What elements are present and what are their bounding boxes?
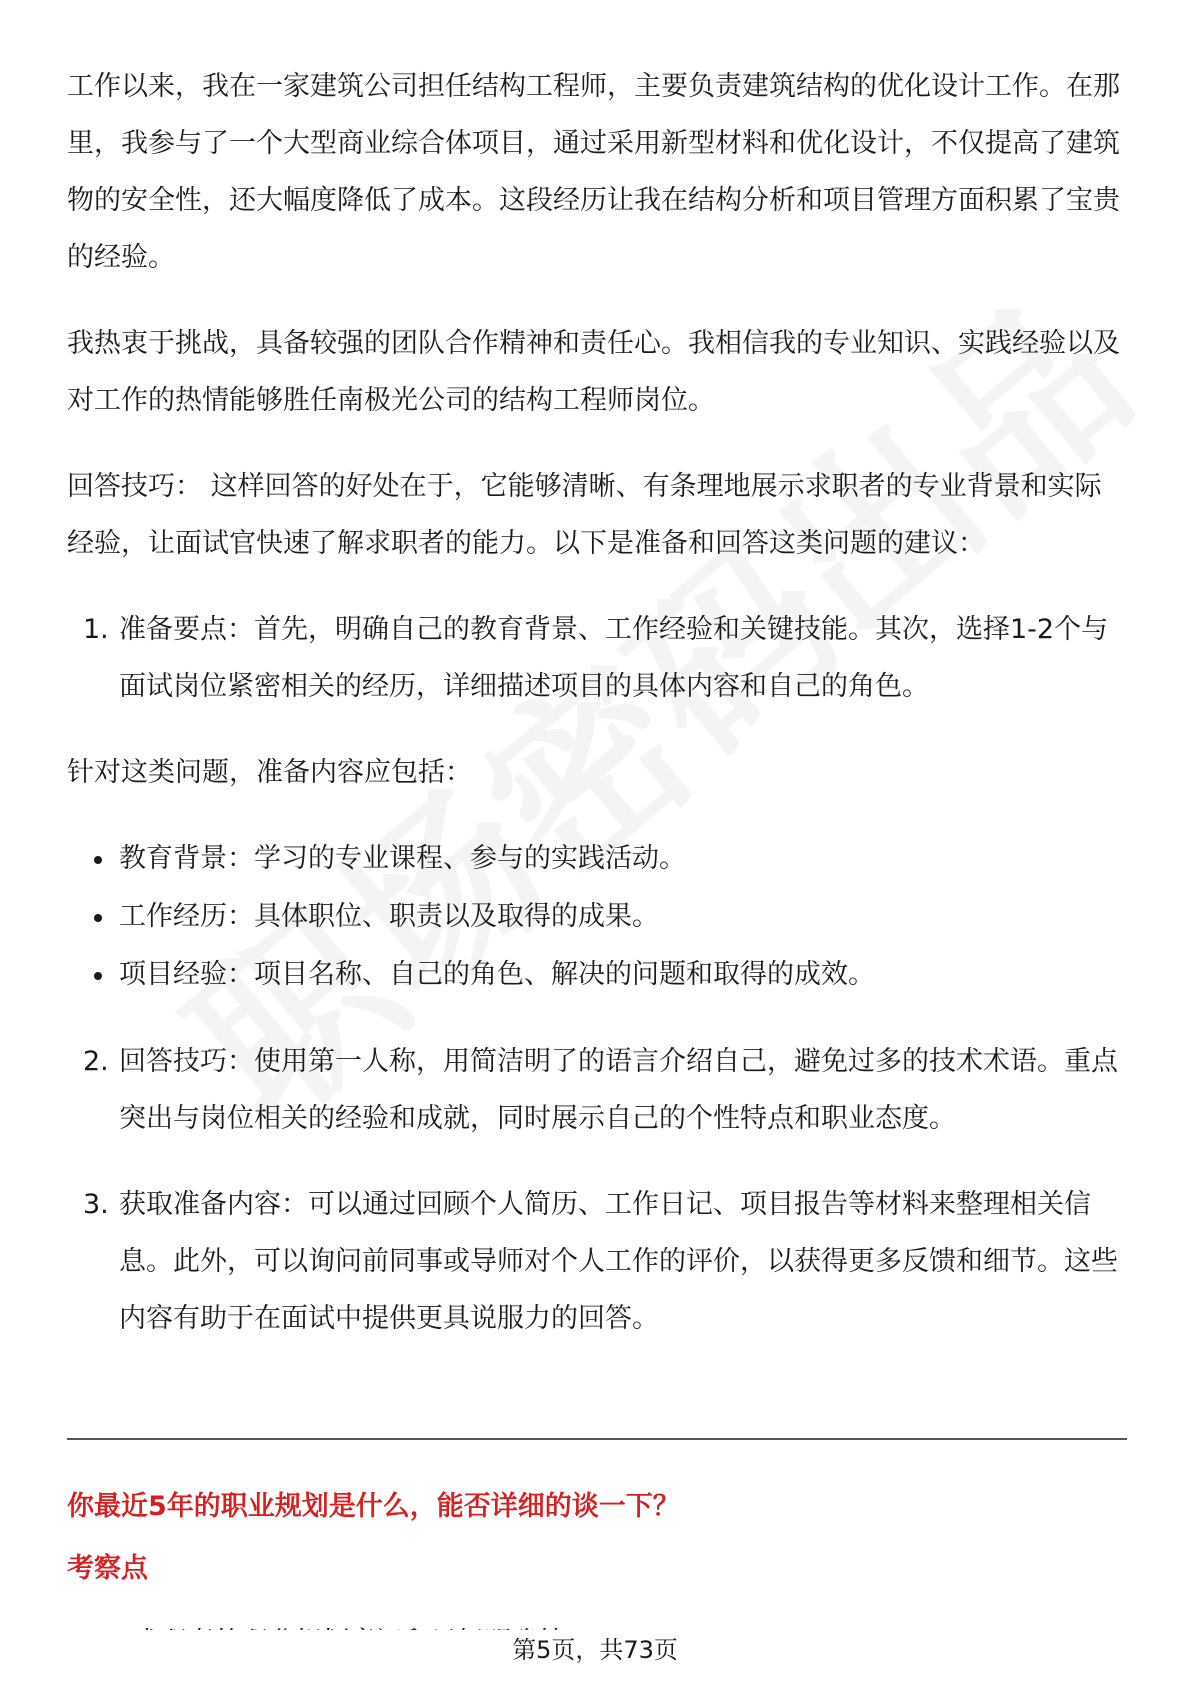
section-divider <box>67 1438 1127 1440</box>
bullet-item <box>67 888 1127 946</box>
list-item <box>67 601 1127 715</box>
bullet-text: 项目经验：项目名称、自己的角色、解决的问题和取得的成效。 <box>119 959 875 990</box>
list-item-text: 获取准备内容：可以通过回顾个人简历、工作日记、项目报告等材料来整理相关信息。此外，可以询问前同事或导师对个人工作的评价，以获得更多反馈和细节。这些内容有助于在面试中提供更具说服力的回答。 <box>119 1189 1118 1334</box>
bullet-list <box>67 830 1127 1004</box>
list-item <box>67 1033 1127 1147</box>
paragraph-work-experience: 工作以来，我在一家建筑公司担任结构工程师，主要负责建筑结构的优化设计工作。在那里，我参与了一个大型商业综合体项目，通过采用新型材料和优化设计，不仅提高了建筑物的安全性，还大幅度降低了成本。这段经历让我在结构分析和项目管理方面积累了宝贵的经验。 <box>67 71 1120 273</box>
paragraph-motivation: 我热衷于挑战，具备较强的团队合作精神和责任心。我相信我的专业知识、实践经验以及对工作的热情能够胜任南极光公司的结构工程师岗位。 <box>67 328 1120 416</box>
bullet-item <box>67 830 1127 888</box>
paragraph-preparation: 针对这类问题，准备内容应包括： <box>67 757 472 788</box>
list-item-number: 3. <box>83 1189 109 1220</box>
paragraph-answer-tips: 回答技巧： 这样回答的好处在于，它能够清晰、有条理地展示求职者的专业背景和实际经验，让面试官快速了解求职者的能力。以下是准备和回答这类问题的建议： <box>67 471 1102 559</box>
bullet-text: 工作经历：具体职位、职责以及取得的成果。 <box>119 901 659 932</box>
question-heading: 你最近5年的职业规划是什么，能否详细的谈一下？ <box>67 1491 680 1522</box>
section-label: 考察点 <box>67 1553 148 1584</box>
bullet-text: 教育背景：学习的专业课程、参与的实践活动。 <box>119 843 686 874</box>
numbered-list-1 <box>67 601 1127 715</box>
bullet-icon <box>94 856 102 864</box>
bullet-icon <box>94 972 102 980</box>
list-item-number: 2. <box>83 1046 109 1077</box>
list-item-text: 回答技巧：使用第一人称，用简洁明了的语言介绍自己，避免过多的技术术语。重点突出与岗位相关的经验和成就，同时展示自己的个性特点和职业态度。 <box>119 1046 1118 1134</box>
page-footer: 第5页，共73页 <box>0 1630 1190 1670</box>
numbered-list-3 <box>67 1176 1127 1347</box>
list-item <box>67 1176 1127 1347</box>
bullet-icon <box>94 914 102 922</box>
page-body <box>67 58 1127 1376</box>
list-item-number: 1. <box>83 614 109 645</box>
list-item-text: 准备要点：首先，明确自己的教育背景、工作经验和关键技能。其次，选择1-2个与面试岗位紧密相关的经历，详细描述项目的具体内容和自己的角色。 <box>119 614 1109 702</box>
numbered-list-2 <box>67 1033 1127 1147</box>
bullet-item <box>67 946 1127 1004</box>
